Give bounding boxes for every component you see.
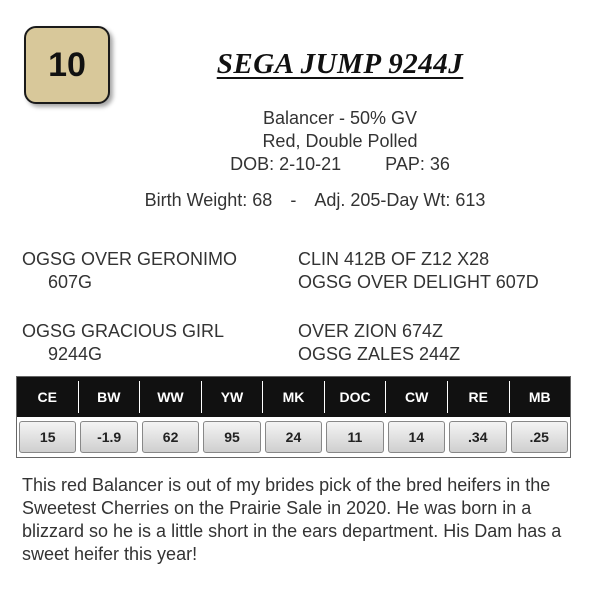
epd-header-cell: DOC — [325, 381, 387, 413]
dob-text: DOB: 2-10-21 — [230, 154, 342, 174]
epd-header-cell: MK — [263, 381, 325, 413]
weights-separator: - — [290, 190, 297, 210]
epd-header-cell: RE — [448, 381, 510, 413]
epd-value-cell: 24 — [265, 421, 322, 453]
epd-header-cell: BW — [79, 381, 141, 413]
lot-number: 10 — [48, 45, 86, 84]
epd-header-row — [17, 377, 570, 417]
epd-value-cell: .25 — [511, 421, 568, 453]
pedigree-sire-parents-line2: OGSG OVER DELIGHT 607D — [298, 272, 539, 292]
animal-name-title: SEGA JUMP 9244J — [216, 48, 464, 80]
pedigree-sire-parents-line1: CLIN 412B OF Z12 X28 — [298, 249, 490, 269]
pedigree-dam-parents — [298, 320, 460, 366]
dob-pap-line — [140, 154, 540, 175]
color-polled-line: Red, Double Polled — [262, 131, 418, 151]
epd-value-cell: 11 — [326, 421, 383, 453]
epd-table — [16, 376, 571, 458]
epd-value-cell: 62 — [142, 421, 199, 453]
epd-header-cell: CW — [386, 381, 448, 413]
epd-header-cell: MB — [528, 389, 551, 405]
epd-header-cell: CE — [17, 381, 79, 413]
epd-values-row — [17, 417, 570, 457]
epd-value-cell: -1.9 — [80, 421, 137, 453]
pedigree-sire — [22, 248, 237, 294]
animal-description: This red Balancer is out of my brides pick of the bred heifers in the Sweetest Cherries on the Prairie Sale in 2020. He was born in a blizzard so he is a little short in the ears department. His Dam has a sweet heifer this year! — [22, 475, 562, 564]
pedigree-dam — [22, 320, 224, 366]
pedigree-sire-line2: 607G — [48, 272, 93, 292]
pedigree-sire-line1: OGSG OVER GERONIMO — [22, 249, 238, 269]
weights-line — [60, 190, 570, 211]
epd-header-cell: YW — [202, 381, 264, 413]
pedigree-dam-parents-line1: OVER ZION 674Z — [298, 321, 444, 341]
epd-value-cell: .34 — [449, 421, 506, 453]
lot-number-badge — [24, 26, 110, 104]
epd-value-cell: 95 — [203, 421, 260, 453]
epd-header-cell: WW — [140, 381, 202, 413]
epd-value-cell: 14 — [388, 421, 445, 453]
pedigree-dam-line2: 9244G — [48, 344, 103, 364]
pap-text: PAP: 36 — [385, 154, 450, 174]
breed-line: Balancer - 50% GV — [262, 108, 418, 128]
birth-weight-text: Birth Weight: 68 — [144, 190, 273, 210]
pedigree-dam-line1: OGSG GRACIOUS GIRL — [22, 321, 225, 341]
pedigree-dam-parents-line2: OGSG ZALES 244Z — [298, 344, 461, 364]
pedigree-sire-parents — [298, 248, 539, 294]
adj-205-weight-text: Adj. 205-Day Wt: 613 — [314, 190, 486, 210]
epd-value-cell: 15 — [19, 421, 76, 453]
